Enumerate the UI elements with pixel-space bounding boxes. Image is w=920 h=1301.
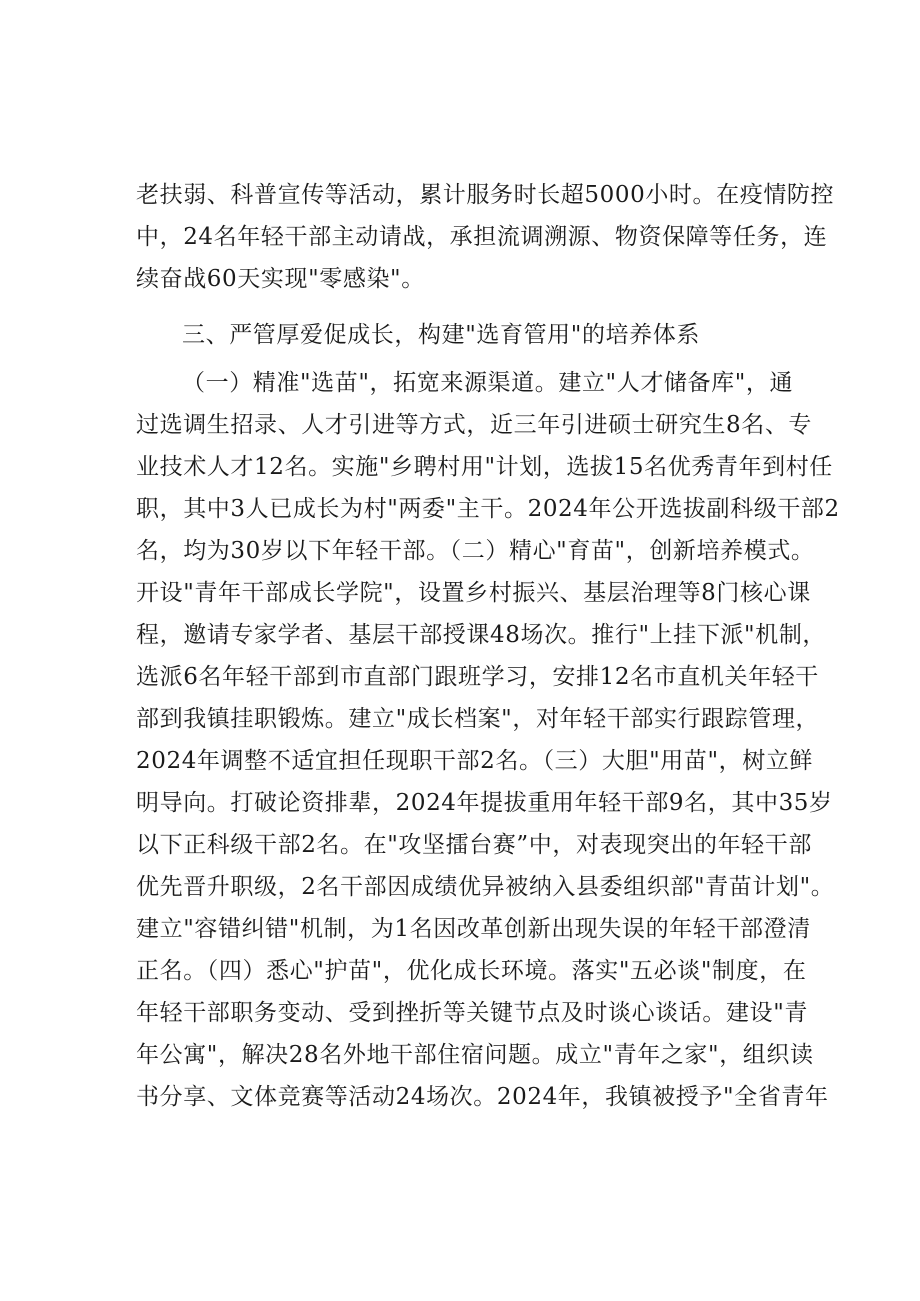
text-line: 中，24名年轻干部主动请战，承担流调溯源、物资保障等任务，连: [136, 224, 828, 250]
text-line: 部到我镇挂职锻炼。建立"成长档案"，对年轻干部实行跟踪管理，: [136, 706, 820, 732]
text-line: 选派6名年轻干部到市直部门跟班学习，安排12名市直机关年轻干: [136, 664, 819, 690]
text-line: 职，其中3人已成长为村"两委"主干。2024年公开选拔副科级干部2: [136, 496, 840, 522]
text-line: 明导向。打破论资排辈，2024年提拔重用年轻干部9名，其中35岁: [136, 790, 833, 816]
text-line: 业技术人才12名。实施"乡聘村用"计划，选拔15名优秀青年到村任: [136, 454, 833, 480]
text-line: 2024年调整不适宜担任现职干部2名。（三）大胆"用苗"，树立鲜: [136, 748, 814, 774]
text-line: 正名。（四）悉心"护苗"，优化成长环境。落实"五必谈"制度，在: [136, 958, 807, 984]
text-line: 老扶弱、科普宣传等活动，累计服务时长超5000小时。在疫情防控: [136, 182, 835, 208]
text-line: 名，均为30岁以下年轻干部。（二）精心"育苗"，创新培养模式。: [136, 538, 815, 564]
text-line: 书分享、文体竞赛等活动24场次。2024年，我镇被授予"全省青年: [136, 1084, 829, 1110]
text-line: 优先晋升职级，2名干部因成绩优异被纳入县委组织部"青苗计划"。: [136, 874, 835, 900]
text-line: 开设"青年干部成长学院"，设置乡村振兴、基层治理等8门核心课: [136, 580, 811, 606]
section-heading: 三、严管厚爱促成长，构建"选育管用"的培养体系: [182, 322, 700, 348]
text-line: 建立"容错纠错"机制，为1名因改革创新出现失误的年轻干部澄清: [136, 916, 811, 942]
text-line: （一）精准"选苗"，拓宽来源渠道。建立"人才储备库"，通: [182, 370, 794, 396]
text-line: 续奋战60天实现"零感染"。: [136, 266, 425, 292]
text-line: 以下正科级干部2名。在"攻坚擂台赛”中，对表现突出的年轻干部: [136, 832, 812, 858]
text-line: 过选调生招录、人才引进等方式，近三年引进硕士研究生8名、专: [136, 412, 813, 438]
text-line: 年轻干部职务变动、受到挫折等关键节点及时谈心谈话。建设"青: [136, 1000, 808, 1026]
text-line: 年公寓"，解决28名外地干部住宿问题。成立"青年之家"，组织读: [136, 1042, 814, 1068]
text-line: 程，邀请专家学者、基层干部授课48场次。推行"上挂下派"机制，: [136, 622, 827, 648]
